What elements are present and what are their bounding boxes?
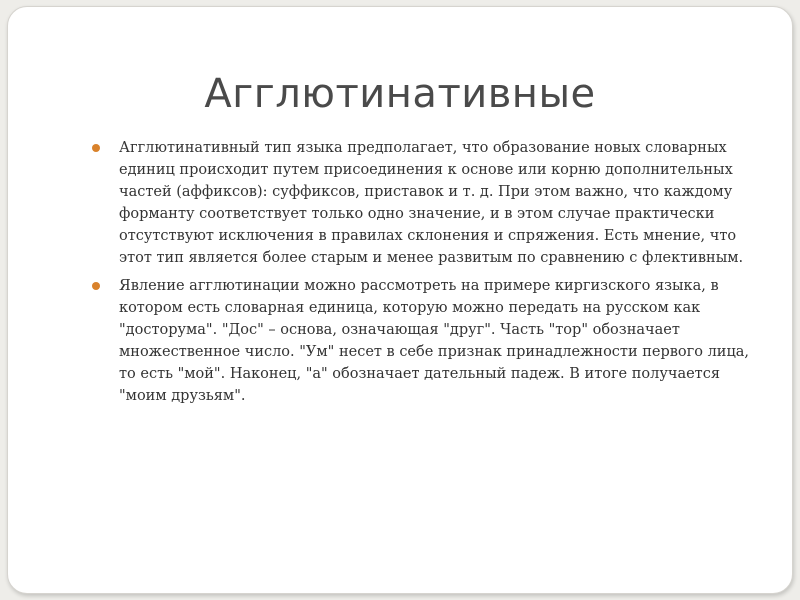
bullet-item [92, 137, 764, 269]
slide-title: Агглютинативные [204, 71, 596, 117]
bullet-dot-icon [92, 144, 100, 152]
bullet-item [92, 275, 764, 407]
bullet-list [92, 137, 764, 413]
bullet-dot-icon [92, 282, 100, 290]
bullet-text: Агглютинативный тип языка предполагает, что образование новых словарных единиц происходит путем присоединения к основе или корню дополнительных частей (аффиксов): суффиксов, приставок и т. д. При этом важно, что каждому форманту соответствует только одно значение, и в этом случае практически отсутствуют исключения в правилах склонения и спряжения. Есть мнение, что этот тип является более старым и менее развитым по сравнению с флективным. [119, 140, 744, 266]
bullet-text: Явление агглютинации можно рассмотреть на примере киргизского языка, в котором есть словарная единица, которую можно передать на русском как "досторума". "Дос" – основа, означающая "друг". Часть "тор" обозначает множественное число. "Ум" несет в себе признак принадлежности первого лица, то есть "мой". Наконец, "а" обозначает дательный падеж. В итоге получается "моим друзьям". [119, 278, 750, 404]
slide [7, 6, 793, 594]
